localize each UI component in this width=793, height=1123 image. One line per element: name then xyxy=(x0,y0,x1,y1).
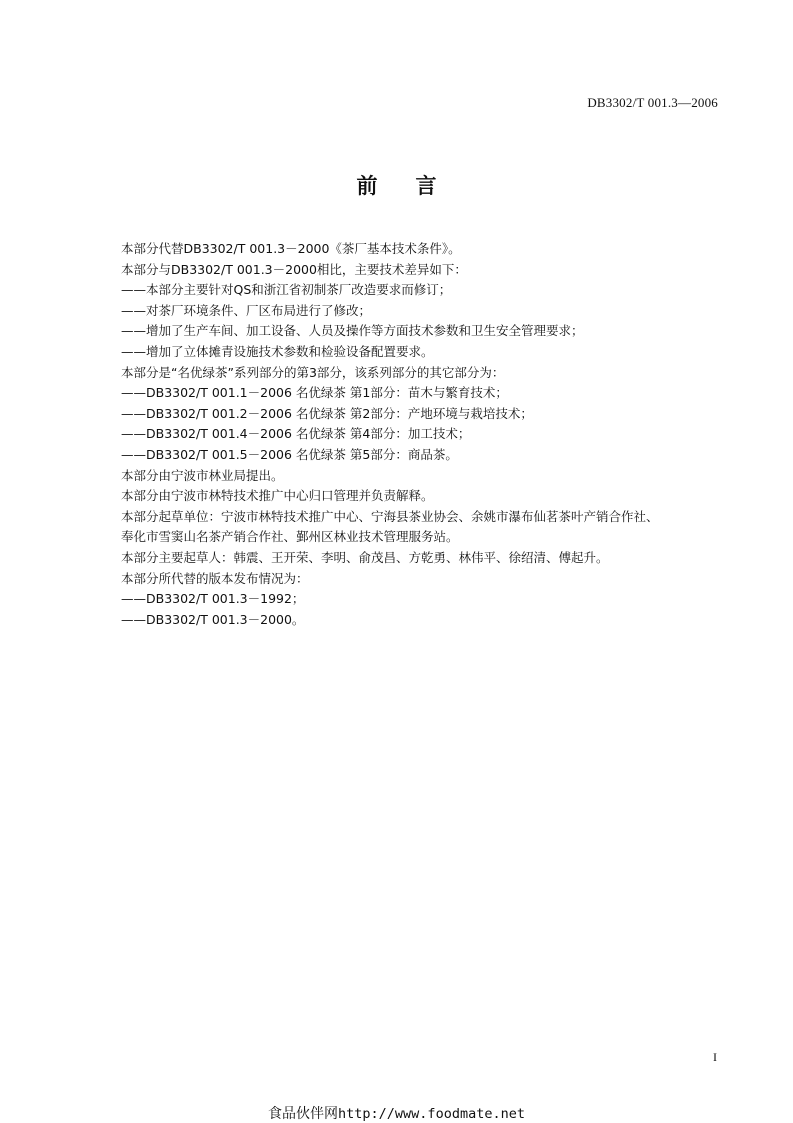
paragraph: 奉化市雪窦山名茶产销合作社、鄞州区林业技术管理服务站。 xyxy=(121,529,459,545)
paragraph: ——增加了生产车间、加工设备、人员及操作等方面技术参数和卫生安全管理要求； xyxy=(121,323,584,339)
paragraph: 本部分由宁波市林特技术推广中心归口管理并负责解释。 xyxy=(121,488,434,504)
paragraph: ——DB3302/T 001.2－2006 名优绿茶 第2部分：产地环境与栽培技术； xyxy=(121,405,533,421)
paragraph: 本部分与DB3302/T 001.3－2000相比，主要技术差异如下： xyxy=(121,261,467,277)
paragraph: ——本部分主要针对QS和浙江省初制茶厂改造要求而修订； xyxy=(121,282,452,298)
paragraph: 本部分代替DB3302/T 001.3－2000《茶厂基本技术条件》。 xyxy=(121,241,461,256)
page-number: I xyxy=(713,1050,717,1064)
foreword-body xyxy=(121,239,733,630)
paragraph: 本部分由宁波市林业局提出。 xyxy=(121,467,284,483)
paragraph: ——DB3302/T 001.3－1992； xyxy=(121,591,305,607)
footer-site-name: 食品伙伴网 xyxy=(268,1106,339,1122)
paragraph: 本部分主要起草人：韩震、王开荣、李明、俞茂昌、方乾勇、林伟平、徐绍清、傅起升。 xyxy=(121,549,609,565)
paragraph: ——DB3302/T 001.4－2006 名优绿茶 第4部分：加工技术； xyxy=(121,426,471,442)
paragraph: ——增加了立体摊青设施技术参数和检验设备配置要求。 xyxy=(121,343,434,359)
paragraph: 本部分是“名优绿茶”系列部分的第3部分，该系列部分的其它部分为： xyxy=(121,364,505,380)
paragraph: ——对茶厂环境条件、厂区布局进行了修改； xyxy=(121,302,372,318)
paragraph: ——DB3302/T 001.3－2000。 xyxy=(121,611,305,627)
paragraph: ——DB3302/T 001.1－2006 名优绿茶 第1部分：苗木与繁育技术； xyxy=(121,385,508,401)
paragraph: ——DB3302/T 001.5－2006 名优绿茶 第5部分：商品茶。 xyxy=(121,446,458,462)
page-title: 前言 xyxy=(356,174,475,198)
paragraph: 本部分所代替的版本发布情况为： xyxy=(121,570,309,586)
footer-url-link[interactable]: http://www.foodmate.net xyxy=(338,1106,525,1122)
document-code: DB3302/T 001.3—2006 xyxy=(587,95,718,110)
paragraph: 本部分起草单位：宁波市林特技术推广中心、宁海县茶业协会、余姚市瀑布仙茗茶叶产销合作社、 xyxy=(121,508,659,524)
footer-watermark xyxy=(0,1103,793,1123)
